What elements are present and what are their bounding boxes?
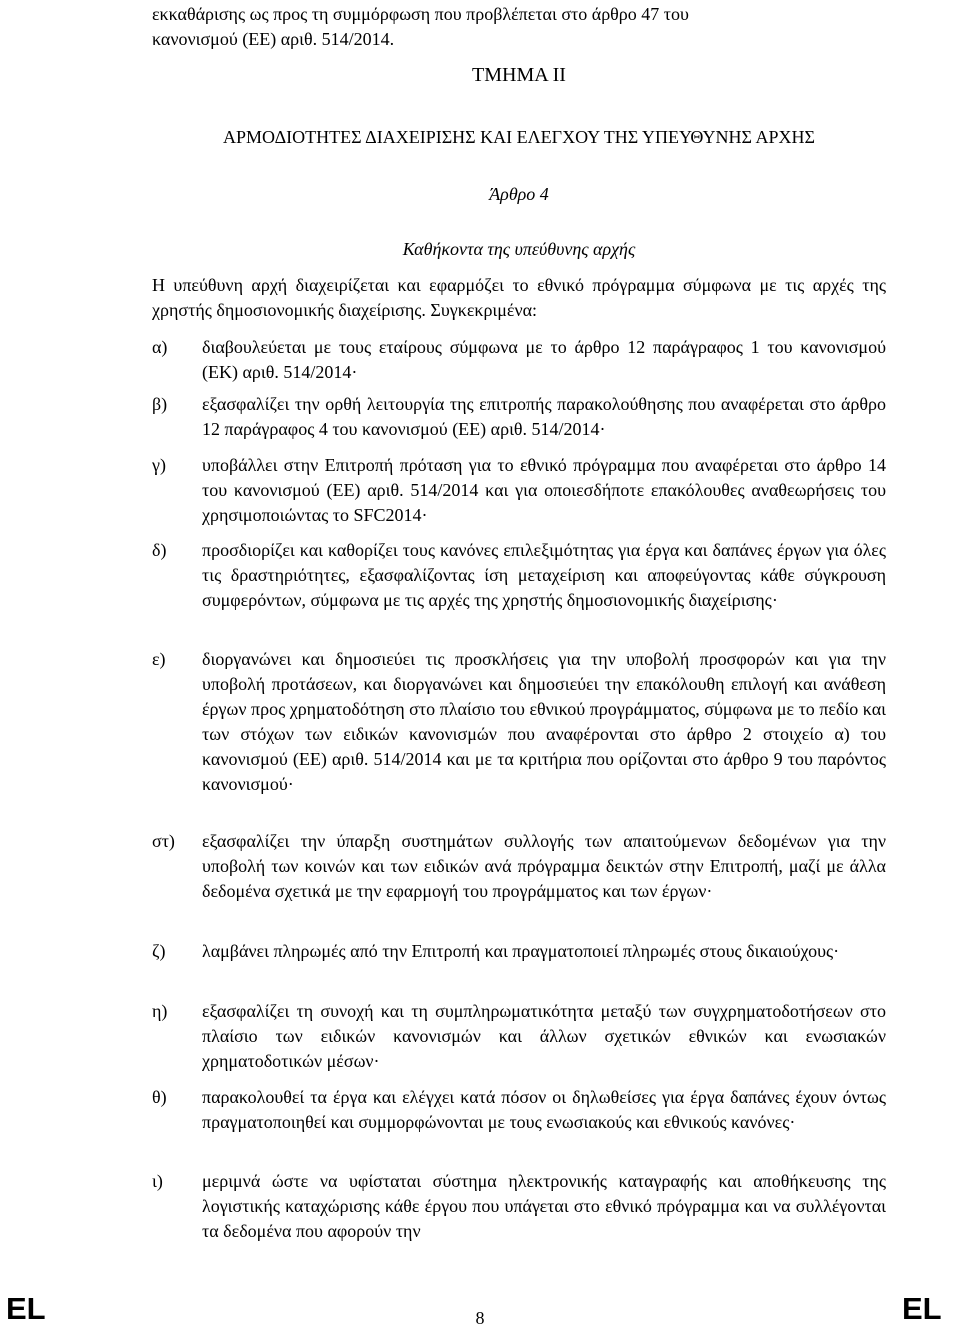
article-title: Καθήκοντα της υπεύθυνης αρχής <box>402 239 636 259</box>
intro-line-1: εκκαθάρισης ως προς τη συμμόρφωση που προβλέπεται στο άρθρο 47 του <box>152 4 689 24</box>
list-item-label: η) <box>152 1001 168 1021</box>
section-title: ΤΜΗΜΑ II <box>472 64 566 86</box>
list-item-label: δ) <box>152 540 167 560</box>
footer-language-code-right: EL <box>902 1291 942 1326</box>
article-number: Άρθρο 4 <box>489 184 549 204</box>
list-item-label: ι) <box>152 1171 163 1191</box>
list-item-c <box>152 453 886 528</box>
list-item-label: θ) <box>152 1087 167 1107</box>
section-subtitle: ΑΡΜΟΔΙΟΤΗΤΕΣ ΔΙΑΧΕΙΡΙΣΗΣ ΚΑΙ ΕΛΕΓΧΟΥ ΤΗΣ ΥΠΕΥΘΥΝΗΣ ΑΡΧΗΣ <box>223 127 815 147</box>
intro-line-2: κανονισμού (ΕΕ) αριθ. 514/2014. <box>152 29 395 49</box>
list-item-text: παρακολουθεί τα έργα και ελέγχει κατά πόσον οι δηλωθείσες για έργα δαπάνες έχουν όντως πραγματοποιηθεί και συμμορφώνονται με τους ενωσιακούς και εθνικούς κανόνες· <box>202 1087 886 1132</box>
list-item-g <box>152 939 886 964</box>
list-item-label: β) <box>152 394 168 414</box>
list-item-text: εξασφαλίζει την ύπαρξη συστημάτων συλλογής των απαιτούμενων δεδομένων για την υποβολή των κοινών και των ειδικών ανά πρόγραμμα δεικτών στην Επιτροπή, μαζί με άλλα δεδομένα σχετικά με την εφαρμογή του προγράμματος και των έργων· <box>202 831 886 901</box>
list-item-d <box>152 538 886 613</box>
list-item-i <box>152 1085 886 1135</box>
list-item-f <box>152 829 886 904</box>
list-item-text: εξασφαλίζει τη συνοχή και τη συμπληρωματικότητα μεταξύ των συγχρηματοδοτήσεων στο πλαίσιο των ειδικών κανονισμών και άλλων σχετικών εθνικών και ενωσιακών χρηματοδοτικών μέσων· <box>202 1001 886 1071</box>
list-item-text: προσδιορίζει και καθορίζει τους κανόνες επιλεξιμότητας για έργα και δαπάνες έργων για όλες τις δραστηριότητες, εξασφαλίζοντας ίση μεταχείριση και αποφεύγοντας κάθε σύγκρουση συμφερόντων, σύμφωνα με τις αρχές της χρηστής δημοσιονομικής διαχείρισης· <box>202 540 886 610</box>
list-item-text: υποβάλλει στην Επιτροπή πρόταση για το εθνικό πρόγραμμα που αναφέρεται στο άρθρο 14 του κανονισμού (ΕΕ) αριθ. 514/2014 και για οποιεσδήποτε επακόλουθες αναθεωρήσεις του χρησιμοποιώντας το SFC2014· <box>202 455 886 525</box>
list-item-text: εξασφαλίζει την ορθή λειτουργία της επιτροπής παρακολούθησης που αναφέρεται στο άρθρο 12 παράγραφος 4 του κανονισμού (ΕΕ) αριθ. 514/2014· <box>202 394 886 439</box>
list-item-label: γ) <box>152 455 166 475</box>
list-item-a <box>152 335 886 385</box>
list-item-label: ζ) <box>152 941 166 961</box>
list-item-j <box>152 1169 886 1244</box>
list-item-label: ε) <box>152 649 166 669</box>
list-item-text: μεριμνά ώστε να υφίσταται σύστημα ηλεκτρονικής καταγραφής και αποθήκευσης της λογιστικής καταχώρισης κάθε έργου που υπάγεται στο εθνικό πρόγραμμα και να συλλέγονται τα δεδομένα που αφορούν την <box>202 1171 886 1241</box>
list-item-label: στ) <box>152 831 175 851</box>
article-intro: Η υπεύθυνη αρχή διαχειρίζεται και εφαρμόζει το εθνικό πρόγραμμα σύμφωνα με τις αρχές της χρηστής δημοσιονομικής διαχείρισης. Συγκεκριμένα: <box>152 275 886 320</box>
list-item-h <box>152 999 886 1074</box>
list-item-b <box>152 392 886 442</box>
footer-language-code-left: EL <box>6 1291 46 1326</box>
page-number: 8 <box>475 1308 485 1328</box>
list-item-text: λαμβάνει πληρωμές από την Επιτροπή και πραγματοποιεί πληρωμές στους δικαιούχους· <box>202 941 840 961</box>
list-item-text: διοργανώνει και δημοσιεύει τις προσκλήσεις για την υποβολή προσφορών και για την υποβολή προτάσεων, και διοργανώνει και δημοσιεύει την επακόλουθη επιλογή και ανάθεση έργων προς χρηματοδότηση στο πλαίσιο του εθνικού προγράμματος, σύμφωνα με το πεδίο και των στόχων των ειδικών κανονισμών που αναφέρονται στο άρθρο 2 στοιχείο α) του κανονισμού (ΕΕ) αριθ. 514/2014 και με τα κριτήρια που ορίζονται στο άρθρο 9 του παρόντος κανονισμού· <box>202 649 886 794</box>
list-item-e <box>152 647 886 797</box>
list-item-label: α) <box>152 337 168 357</box>
list-item-text: διαβουλεύεται με τους εταίρους σύμφωνα με το άρθρο 12 παράγραφος 1 του κανονισμού (ΕΚ) αριθ. 514/2014· <box>202 337 886 382</box>
